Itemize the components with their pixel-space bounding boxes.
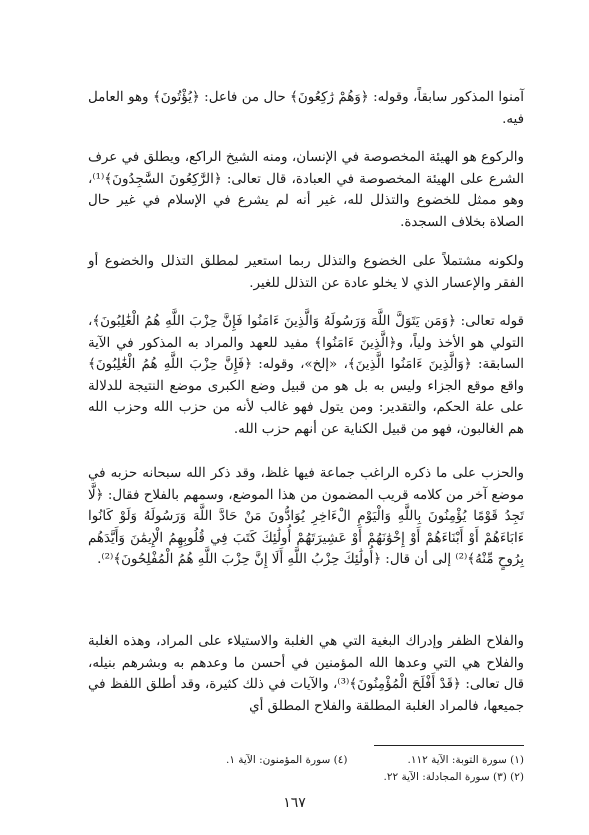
paragraph-6: والفلاح الظفر وإدراك البغية التي هي الغلبة والاستيلاء على المراد، وهذه الغلبة والفلاح هي التي وعدها الله المؤمنين في أحسن ما وعدهم به وبشرهم بنيله، قال تعالى: ﴿قَدْ أَفْلَحَ الْمُؤْمِنُونَ﴾⁽³⁾، والآيات في ذلك كثيرة، وقد أطلق اللفظ في جميعها، فالمراد الغلبة المطلقة والفلاح المطلق أي <box>88 634 524 714</box>
footnote-row-1 <box>88 752 524 769</box>
paragraph-1: آمنوا المذكور سابقاً، وقوله: ﴿وَهُمْ رَٰكِعُونَ﴾ حال من فاعل: ﴿يُؤْتُونَ﴾ وهو العامل فيه. <box>88 90 524 127</box>
footnote-divider <box>374 745 524 746</box>
paragraph-5: والحزب على ما ذكره الراغب جماعة فيها غلظ، وقد ذكر الله سبحانه حزبه في موضع آخر من كلامه قريب المضمون من هذا الموضع، وسمهم بالفلاح فقال: ﴿لَّا تَجِدُ قَوْمًا يُؤْمِنُونَ بِاللَّهِ وَالْيَوْمِ الْءَاخِرِ يُوَادُّونَ مَنْ حَادَّ اللَّهَ وَرَسُولَهُ وَلَوْ كَانُوا ءَابَاءَهُمْ أَوْ أَبْنَاءَهُمْ أَوْ إِخْوَٰنَهُمْ أَوْ عَشِيرَتَهُمْ أُولَٰئِكَ كَتَبَ فِي قُلُوبِهِمُ الْإِيمَٰنَ وَأَيَّدَهُم بِرُوحٍ مِّنْهُ﴾⁽²⁾ إلى أن قال: ﴿أُولَٰئِكَ حِزْبُ اللَّهِ أَلَا إِنَّ حِزْبَ اللَّهِ هُمُ الْمُفْلِحُونَ﴾⁽²⁾. <box>88 466 524 567</box>
footnotes <box>88 752 524 786</box>
footnote-2-3: (٢) (٣) سورة المجادلة: الآية ٢٢. <box>383 771 524 783</box>
footnote-1: (١) سورة التوبة: الآية ١١٢. <box>407 754 524 766</box>
footnote-4: (٤) سورة المؤمنون: الآية ١. <box>225 754 348 766</box>
paragraph-4: قوله تعالى: ﴿وَمَن يَتَوَلَّ اللَّهَ وَرَسُولَهُ وَالَّذِينَ ءَامَنُوا فَإِنَّ حِزْبَ اللَّهِ هُمُ الْغَٰلِبُونَ﴾، التولي هو الأخذ ولياً، و﴿الَّذِينَ ءَامَنُوا﴾ مفيد للعهد والمراد به المذكور في الآية السابقة: ﴿وَالَّذِينَ ءَامَنُوا الَّذِينَ﴾، «إلخ»، وقوله: ﴿فَإِنَّ حِزْبَ اللَّهِ هُمُ الْغَٰلِبُونَ﴾ واقع موقع الجزاء وليس به بل هو من قبيل وضع الكبرى موضع النتيجة للدلالة على علة الحكم، والتقدير: ومن يتول فهو غالب لأنه من حزب الله وحزب الله هم الغالبون، فهو من قبيل الكناية عن أنهم حزب الله. <box>88 314 524 437</box>
paragraph-2: والركوع هو الهيئة المخصوصة في الإنسان، ومنه الشيخ الراكع، ويطلق في عرف الشرع على الهيئة المخصوصة في العبادة، قال تعالى: ﴿الرَّٰكِعُونَ السَّٰجِدُونَ﴾⁽¹⁾، وهو ممثل للخضوع والتذلل لله، غير أنه لم يشرع في الإسلام في غير حال الصلاة بخلاف السجدة. <box>88 150 524 230</box>
paragraph-3: ولكونه مشتملاً على الخضوع والتذلل ربما استعير لمطلق التذلل والخضوع أو الفقر والإعسار الذي لا يخلو عادة عن التذلل للغير. <box>88 254 524 291</box>
page-number: ١٦٧ <box>283 795 306 811</box>
footnote-row-2 <box>88 769 524 786</box>
